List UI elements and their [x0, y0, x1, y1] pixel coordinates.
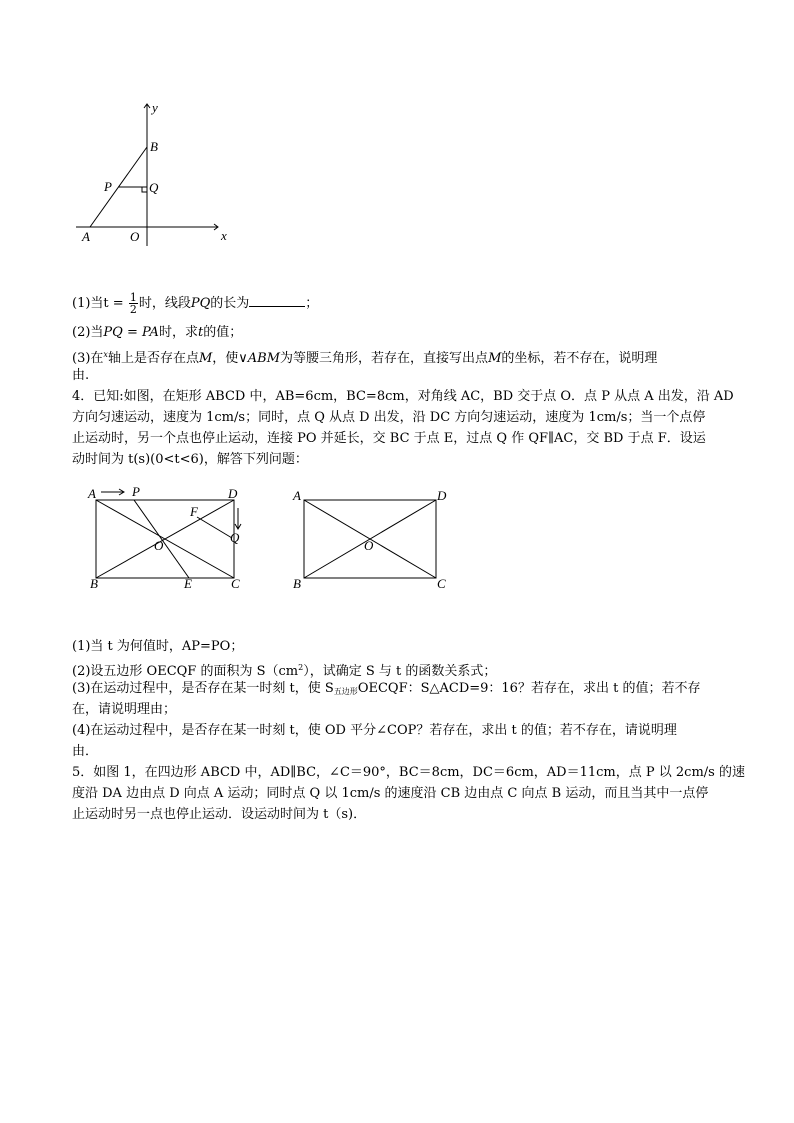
label-x: x: [221, 228, 227, 243]
label-p: P: [132, 484, 140, 499]
label-a: A: [293, 488, 301, 503]
answer-blank[interactable]: [249, 293, 305, 307]
coordinate-figure: [68, 98, 238, 250]
label-b: B: [293, 576, 301, 591]
label-y: y: [152, 100, 158, 115]
rectangle-figure-right: [288, 484, 458, 592]
segment-qf: [197, 517, 232, 538]
q4-intro-line4: 动时间为 t(s)(0<t<6)，解答下列问题：: [72, 452, 308, 467]
q4-part4: (4)在运动过程中，是否存在某一时刻 t，使 OD 平分∠COP？若存在，求出 t 的值；若不存在，请说明理: [72, 723, 677, 738]
label-b: B: [150, 139, 158, 154]
label-d: D: [228, 486, 238, 501]
q4-intro-line2: 方向匀速运动，速度为 1cm/s；同时，点 Q 从点 D 出发，沿 DC 方向匀速运动，速度为 1cm/s；当一个点停: [72, 410, 706, 425]
label-d: D: [437, 488, 447, 503]
label-o: O: [364, 538, 374, 553]
label-b: B: [90, 576, 98, 591]
q3-part2: (2)当PQ = PA时，求t的值；: [72, 325, 243, 340]
q4-part3: (3)在运动过程中，是否存在某一时刻 t，使 $S_{五边形}OECQF$：S△ACD=9：16？若存在，求出 t 的值；若不存: [72, 681, 701, 696]
q4-part1: (1)当 t 为何值时，AP=PO；: [72, 639, 244, 654]
label-o: O: [130, 229, 140, 244]
q5-line3: 止运动时另一点也停止运动．设运动时间为 t（s)．: [72, 807, 367, 822]
label-a: A: [88, 486, 96, 501]
label-c: C: [231, 576, 240, 591]
rectangle-figure-left: [84, 484, 254, 592]
q3-part1: (1)当t = $\frac{1}{2}$ 时，线段PQ的长为 ；: [72, 291, 319, 316]
q4-part4-cont: 由．: [72, 744, 99, 759]
label-o: O: [154, 538, 164, 553]
q4-part2: (2)设五边形 OECQF 的面积为 $S(cm^2)$，试确定 S 与 t 的函数关系式；: [72, 663, 497, 679]
label-c: C: [437, 576, 446, 591]
label-p: P: [104, 179, 112, 194]
label-q: Q: [230, 530, 240, 545]
label-e: E: [184, 576, 192, 591]
q4-part3-cont: 在，请说明理由；: [72, 702, 177, 717]
q5-line2: 度沿 DA 边由点 D 向点 A 运动；同时点 Q 以 1cm/s 的速度沿 CB 边由点 C 向点 B 运动，而且当其中一点停: [72, 786, 709, 801]
q5-line1: 5．如图 1，在四边形 ABCD 中，AD∥BC，∠C＝90°，BC＝8cm，DC＝6cm，AD＝11cm，点 P 以 2cm/s 的速: [72, 765, 745, 780]
q3-part3-cont: 由.: [72, 368, 90, 383]
fraction-one-half: $\frac{1}{2}$: [129, 291, 137, 316]
label-f: F: [190, 504, 198, 519]
q4-intro-line1: 4．已知:如图，在矩形 ABCD 中，AB=6cm，BC=8cm，对角线 AC，BD 交于点 O．点 P 从点 A 出发，沿 AD: [72, 389, 734, 404]
right-angle-mark: [142, 187, 147, 192]
q3-part3: (3)在$^x$轴上是否存在点M，使∨ABM为等腰三角形，若存在，直接写出点M的坐标，若不存在，说明理: [72, 350, 658, 366]
q4-intro-line3: 止运动时，另一个点也停止运动，连接 PO 并延长，交 BC 于点 E，过点 Q 作 QF∥AC，交 BD 于点 F．设运: [72, 431, 706, 446]
label-a: A: [82, 229, 90, 244]
label-q: Q: [149, 180, 159, 195]
